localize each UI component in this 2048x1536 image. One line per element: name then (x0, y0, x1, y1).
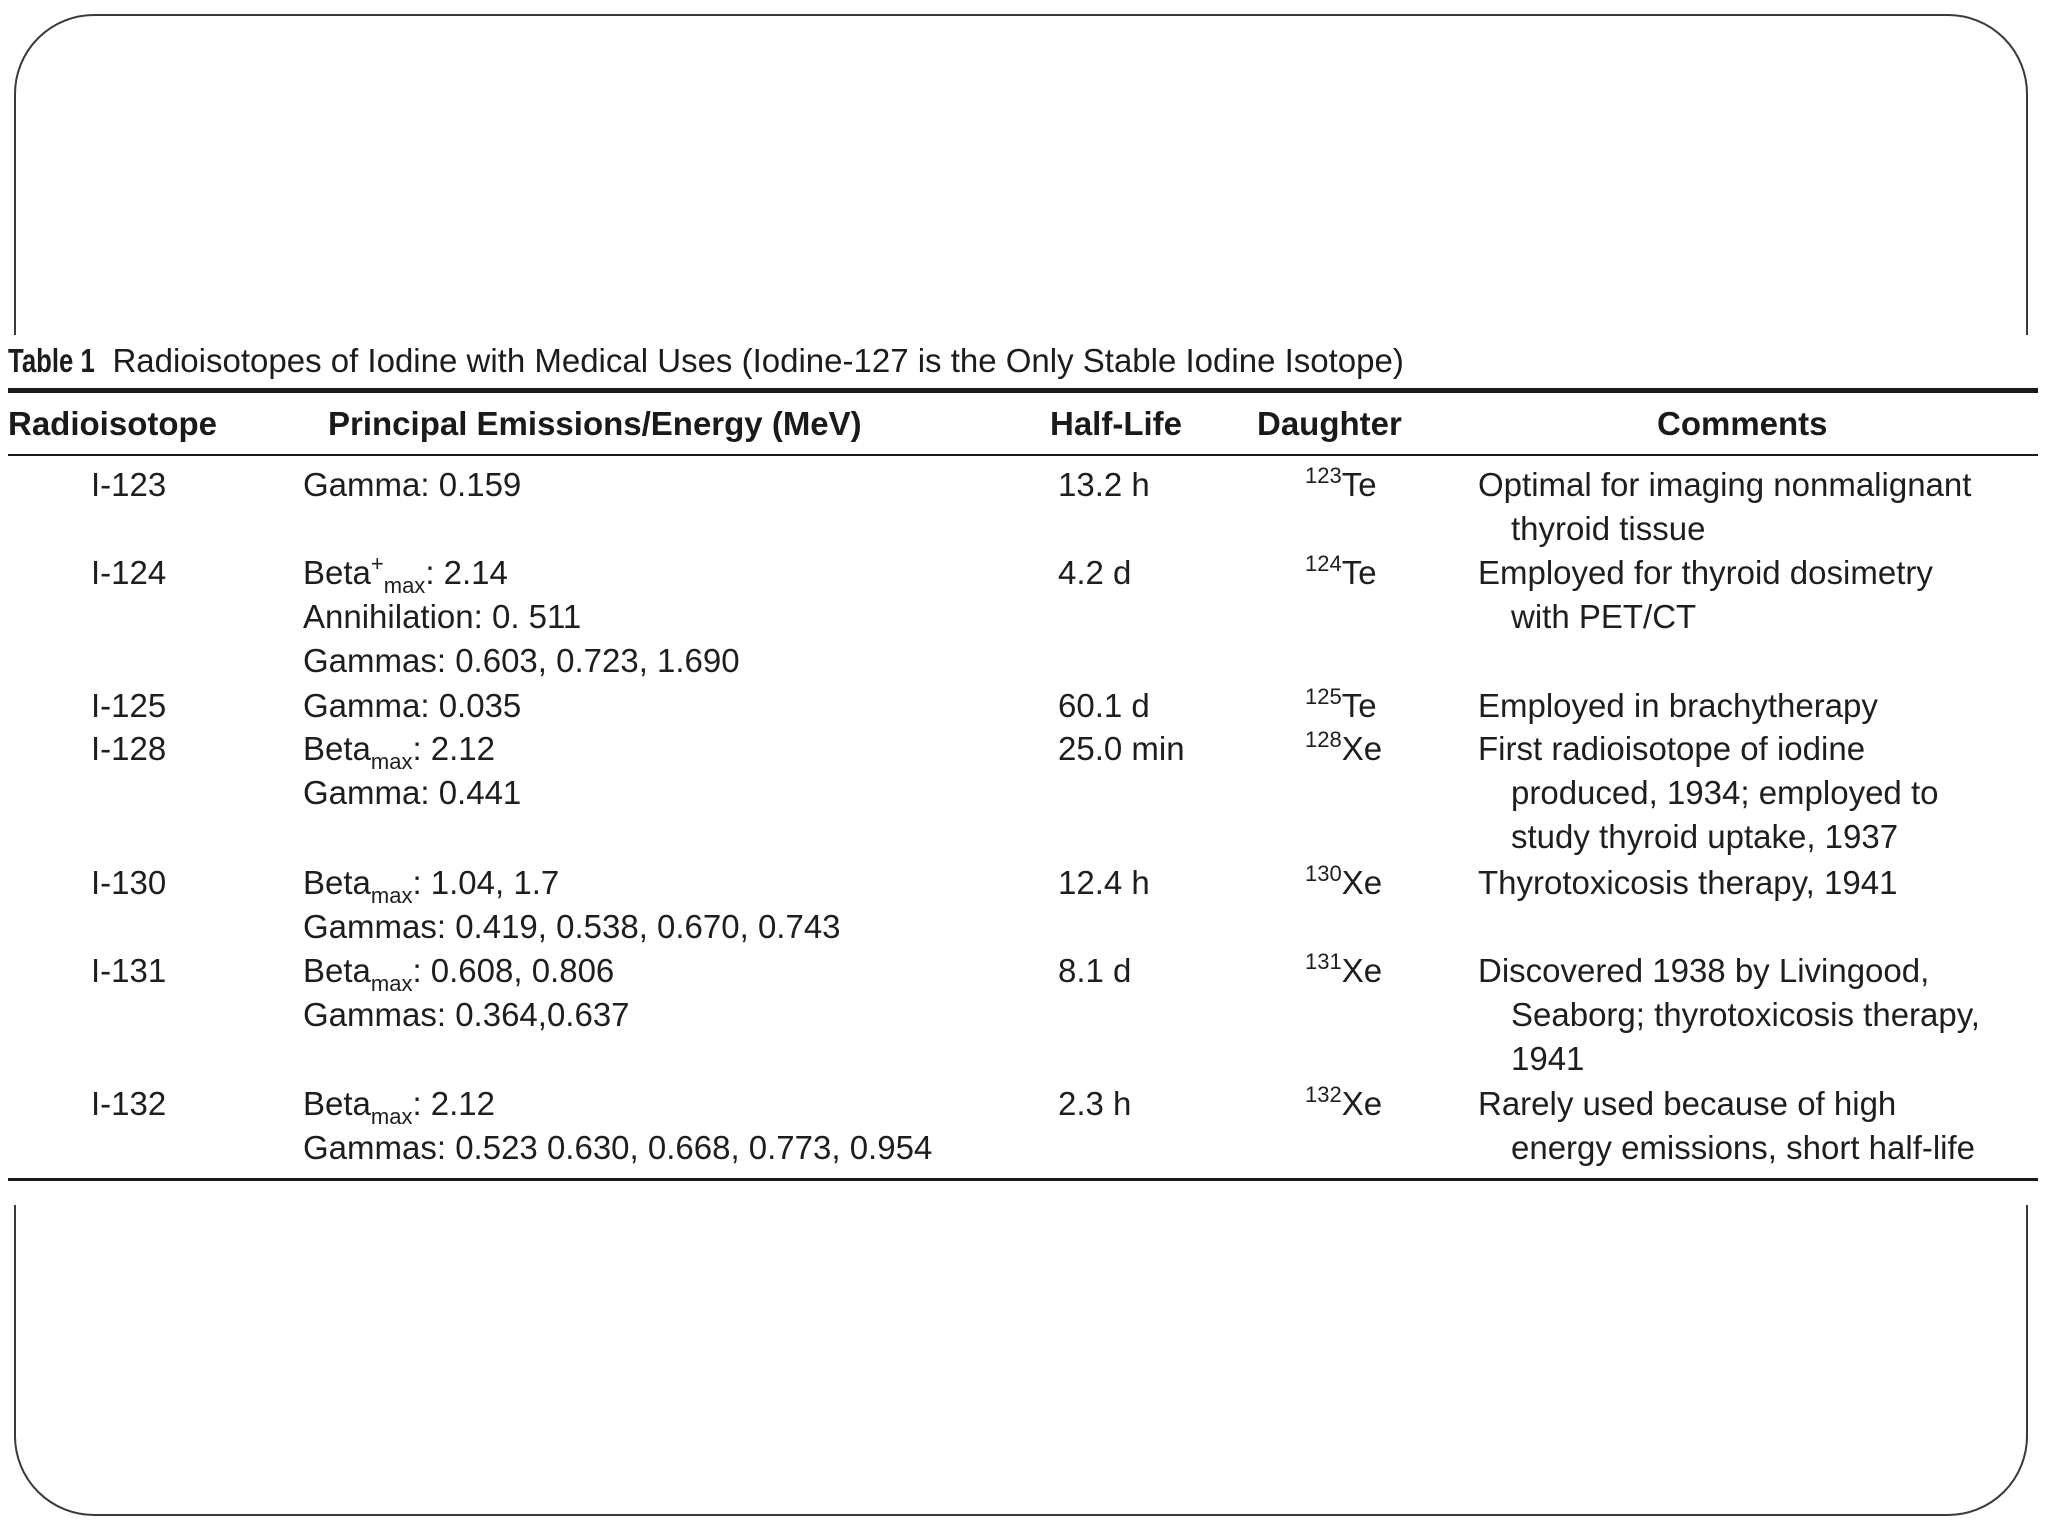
emission-value: : 2.14 (425, 554, 508, 591)
emission-name: Beta (303, 730, 371, 767)
emission-value: : 0. 511 (473, 598, 582, 635)
table-header-rule (8, 454, 2038, 456)
cell-emissions (303, 684, 521, 728)
cell-emissions (303, 727, 521, 815)
daughter-symbol: Te (1341, 554, 1377, 591)
comment-line: thyroid tissue (1511, 510, 1706, 547)
emission-value: : 0.419, 0.538, 0.670, 0.743 (436, 908, 841, 945)
comment-line: Employed in brachytherapy (1478, 687, 1878, 724)
cell-comments (1478, 1082, 1975, 1170)
cell-emissions (303, 949, 630, 1037)
cell-daughter (1305, 861, 1382, 905)
emission-name: Gammas (303, 908, 437, 945)
cell-daughter (1305, 463, 1377, 507)
emission-line (303, 1126, 932, 1170)
comment-line: with PET/CT (1511, 598, 1697, 635)
emission-value: : 2.12 (412, 1085, 496, 1122)
table-top-rule (8, 388, 2038, 393)
comment-line: produced, 1934; employed to (1511, 774, 1939, 811)
header-comments: Comments (1657, 405, 1828, 442)
emission-sub: max (370, 749, 413, 774)
cell-half-life: 25.0 min (1058, 730, 1185, 767)
comment-line: Rarely used because of high (1478, 1085, 1897, 1122)
header-half-life: Half-Life (1050, 405, 1182, 442)
header-daughter: Daughter (1257, 405, 1402, 442)
emission-line (303, 771, 521, 815)
cell-isotope: I-125 (91, 687, 167, 724)
cell-emissions (303, 1082, 932, 1170)
emission-name: Beta (303, 952, 371, 989)
cell-isotope: I-123 (91, 466, 167, 503)
emission-sub: max (383, 573, 426, 598)
daughter-symbol: Te (1341, 466, 1377, 503)
daughter-symbol: Xe (1341, 730, 1383, 767)
comment-line: energy emissions, short half-life (1511, 1129, 1976, 1166)
daughter-symbol: Te (1341, 687, 1377, 724)
cell-comments (1478, 949, 1980, 1081)
emission-line (303, 639, 740, 683)
emission-name: Gammas (303, 996, 437, 1033)
emission-name: Gamma (303, 466, 421, 503)
daughter-mass: 128 (1305, 727, 1342, 752)
comment-line: Optimal for imaging nonmalignant (1478, 466, 1972, 503)
emission-name: Annihilation (303, 598, 474, 635)
header-radioisotope: Radioisotope (8, 405, 218, 442)
header-emissions: Principal Emissions/Energy (MeV) (328, 405, 862, 442)
comment-line: First radioisotope of iodine (1478, 730, 1866, 767)
comment-line: 1941 (1511, 1040, 1585, 1077)
comment-line: Employed for thyroid dosimetry (1478, 554, 1933, 591)
emission-value: : 2.12 (412, 730, 496, 767)
cell-comments (1478, 551, 1933, 639)
table-caption (8, 342, 1404, 380)
comment-line: study thyroid uptake, 1937 (1511, 818, 1899, 855)
emission-value: : 0.523 0.630, 0.668, 0.773, 0.954 (436, 1129, 933, 1166)
emission-sup: + (370, 551, 384, 576)
emission-value: : 0.441 (420, 774, 522, 811)
cell-half-life: 4.2 d (1058, 554, 1132, 591)
emission-sub: max (370, 1104, 413, 1129)
emission-name: Beta (303, 864, 371, 901)
daughter-symbol: Xe (1341, 864, 1383, 901)
emission-value: : 0.603, 0.723, 1.690 (436, 642, 740, 679)
cell-half-life: 12.4 h (1058, 864, 1150, 901)
cell-daughter (1305, 551, 1377, 595)
daughter-mass: 131 (1305, 949, 1342, 974)
daughter-mass: 124 (1305, 551, 1342, 576)
cell-daughter (1305, 949, 1382, 993)
cell-half-life: 8.1 d (1058, 952, 1132, 989)
daughter-mass: 125 (1305, 684, 1342, 709)
emission-name: Gammas (303, 642, 437, 679)
cell-half-life: 60.1 d (1058, 687, 1150, 724)
cell-isotope: I-128 (91, 730, 167, 767)
emission-name: Beta (303, 1085, 371, 1122)
daughter-symbol: Xe (1341, 1085, 1383, 1122)
caption-text: Radioisotopes of Iodine with Medical Uses (Iodine-127 is the Only Stable Iodine Isotope) (112, 342, 1404, 379)
emission-line (303, 684, 521, 728)
daughter-symbol: Xe (1341, 952, 1383, 989)
cell-half-life: 2.3 h (1058, 1085, 1132, 1122)
table-bottom-rule (8, 1178, 2038, 1181)
emission-line (303, 993, 630, 1037)
emission-line (303, 727, 521, 774)
cell-isotope: I-132 (91, 1085, 167, 1122)
emission-line (303, 551, 740, 598)
comment-line: Thyrotoxicosis therapy, 1941 (1478, 864, 1898, 901)
emission-value: : 0.364,0.637 (436, 996, 630, 1033)
cell-emissions (303, 463, 521, 507)
emission-name: Gamma (303, 774, 421, 811)
emission-value: : 0.608, 0.806 (412, 952, 615, 989)
cell-comments (1478, 463, 1971, 551)
cell-comments (1478, 684, 1878, 728)
daughter-mass: 123 (1305, 463, 1342, 488)
emission-line (303, 1082, 932, 1129)
cell-isotope: I-130 (91, 864, 167, 901)
emission-name: Gamma (303, 687, 421, 724)
cell-daughter (1305, 727, 1382, 771)
comment-line: Seaborg; thyrotoxicosis therapy, (1511, 996, 1980, 1033)
emission-sub: max (370, 883, 413, 908)
daughter-mass: 132 (1305, 1082, 1342, 1107)
cell-emissions (303, 551, 740, 683)
cell-daughter (1305, 684, 1377, 728)
emission-value: : 1.04, 1.7 (412, 864, 560, 901)
comment-line: Discovered 1938 by Livingood, (1478, 952, 1930, 989)
emission-value: : 0.159 (420, 466, 522, 503)
cell-isotope: I-124 (91, 554, 167, 591)
cell-half-life: 13.2 h (1058, 466, 1150, 503)
emission-value: : 0.035 (420, 687, 522, 724)
emission-name: Beta (303, 554, 371, 591)
cell-isotope: I-131 (91, 952, 167, 989)
cell-daughter (1305, 1082, 1382, 1126)
daughter-mass: 130 (1305, 861, 1342, 886)
emission-line (303, 949, 630, 996)
emission-line (303, 905, 841, 949)
emission-sub: max (370, 971, 413, 996)
cell-comments (1478, 861, 1897, 905)
emission-line (303, 861, 841, 908)
cell-emissions (303, 861, 841, 949)
cell-comments (1478, 727, 1938, 859)
emission-line (303, 463, 521, 507)
emission-name: Gammas (303, 1129, 437, 1166)
emission-line (303, 595, 740, 639)
caption-label: Table 1 (8, 342, 95, 379)
